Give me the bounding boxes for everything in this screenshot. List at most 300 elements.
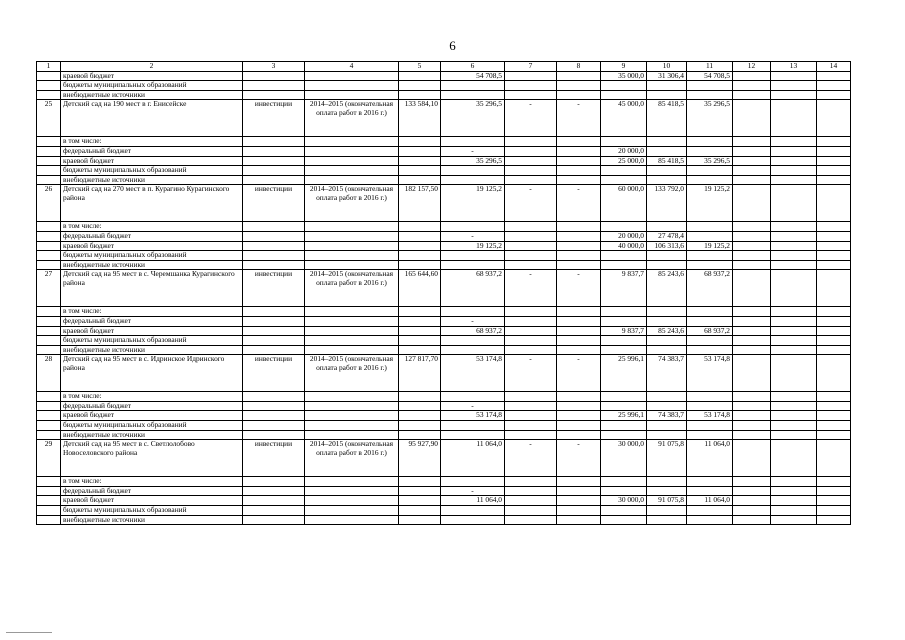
cell-c6: 11 064,0 (441, 440, 505, 477)
cell-c13 (771, 486, 817, 496)
cell-c6 (441, 81, 505, 91)
cell-type (243, 156, 305, 166)
cell-c6: - (441, 316, 505, 326)
cell-c8 (557, 166, 601, 176)
cell-period (305, 411, 399, 421)
table-row (37, 477, 851, 487)
table-body (37, 62, 851, 525)
table-row (37, 411, 851, 421)
table-row (37, 506, 851, 516)
cell-period (305, 421, 399, 431)
cell-type (243, 146, 305, 156)
cell-c14 (817, 175, 851, 185)
table-row (37, 260, 851, 270)
cell-c13 (771, 515, 817, 525)
cell-c14 (817, 355, 851, 392)
cell-c14 (817, 71, 851, 81)
cell-period (305, 336, 399, 346)
column-header: 13 (771, 62, 817, 72)
cell-period (305, 222, 399, 232)
cell-c11: 35 296,5 (687, 156, 733, 166)
cell-c13 (771, 345, 817, 355)
cell-c10 (647, 336, 687, 346)
cell-c7: - (505, 100, 557, 137)
cell-c11 (687, 392, 733, 402)
cell-c10 (647, 90, 687, 100)
cell-c13 (771, 307, 817, 317)
cell-c9: 25 996,1 (601, 411, 647, 421)
cell-c5 (399, 260, 441, 270)
cell-c13 (771, 90, 817, 100)
cell-c13 (771, 137, 817, 147)
cell-c13 (771, 260, 817, 270)
cell-c5: 127 817,70 (399, 355, 441, 392)
cell-c6 (441, 392, 505, 402)
cell-c12 (733, 440, 771, 477)
cell-type (243, 231, 305, 241)
cell-c5 (399, 137, 441, 147)
cell-num (37, 251, 61, 261)
cell-c11: 11 064,0 (687, 496, 733, 506)
column-header: 14 (817, 62, 851, 72)
cell-c8 (557, 81, 601, 91)
cell-c11 (687, 506, 733, 516)
cell-num (37, 401, 61, 411)
cell-c5 (399, 90, 441, 100)
cell-num (37, 231, 61, 241)
cell-c8 (557, 477, 601, 487)
table-row (37, 156, 851, 166)
cell-c7 (505, 336, 557, 346)
cell-c14 (817, 251, 851, 261)
cell-label: бюджеты муниципальных образований (61, 166, 243, 176)
cell-c5 (399, 307, 441, 317)
cell-c10 (647, 166, 687, 176)
cell-c7 (505, 316, 557, 326)
cell-c5 (399, 241, 441, 251)
cell-c8 (557, 421, 601, 431)
cell-c12 (733, 166, 771, 176)
cell-c5 (399, 411, 441, 421)
scan-mark (6, 632, 52, 634)
cell-c8 (557, 175, 601, 185)
cell-num: 26 (37, 185, 61, 222)
cell-num (37, 90, 61, 100)
cell-label: в том числе: (61, 137, 243, 147)
cell-period (305, 401, 399, 411)
cell-c14 (817, 100, 851, 137)
column-header: 3 (243, 62, 305, 72)
cell-c10 (647, 421, 687, 431)
cell-num (37, 316, 61, 326)
cell-type (243, 251, 305, 261)
cell-c10: 133 792,0 (647, 185, 687, 222)
cell-c10: 85 243,6 (647, 326, 687, 336)
cell-c12 (733, 156, 771, 166)
cell-c13 (771, 392, 817, 402)
cell-c11 (687, 90, 733, 100)
cell-c6: 68 937,2 (441, 270, 505, 307)
cell-label: внебюджетные источники (61, 260, 243, 270)
cell-c5: 165 644,60 (399, 270, 441, 307)
cell-c9: 60 000,0 (601, 185, 647, 222)
cell-c8 (557, 392, 601, 402)
cell-c12 (733, 355, 771, 392)
cell-c8 (557, 345, 601, 355)
cell-c11 (687, 307, 733, 317)
cell-c6 (441, 307, 505, 317)
cell-c11: 53 174,8 (687, 355, 733, 392)
cell-num (37, 260, 61, 270)
cell-c12 (733, 421, 771, 431)
cell-num (37, 156, 61, 166)
cell-c9 (601, 515, 647, 525)
cell-period (305, 175, 399, 185)
cell-c8 (557, 260, 601, 270)
cell-type (243, 175, 305, 185)
cell-type (243, 506, 305, 516)
cell-num (37, 241, 61, 251)
cell-c14 (817, 392, 851, 402)
cell-c13 (771, 401, 817, 411)
cell-c5 (399, 222, 441, 232)
cell-type (243, 81, 305, 91)
cell-period (305, 506, 399, 516)
cell-c5 (399, 345, 441, 355)
cell-c14 (817, 222, 851, 232)
cell-c13 (771, 326, 817, 336)
cell-c13 (771, 175, 817, 185)
cell-type (243, 90, 305, 100)
table-row (37, 316, 851, 326)
cell-c10 (647, 430, 687, 440)
cell-c8 (557, 515, 601, 525)
cell-type (243, 137, 305, 147)
cell-c9 (601, 486, 647, 496)
cell-label: внебюджетные источники (61, 345, 243, 355)
cell-type (243, 326, 305, 336)
cell-period (305, 241, 399, 251)
cell-c9: 45 000,0 (601, 100, 647, 137)
cell-c7 (505, 251, 557, 261)
cell-c8 (557, 496, 601, 506)
cell-c8 (557, 90, 601, 100)
cell-num (37, 307, 61, 317)
cell-c13 (771, 411, 817, 421)
cell-c14 (817, 307, 851, 317)
cell-period (305, 166, 399, 176)
cell-period (305, 486, 399, 496)
cell-label: краевой бюджет (61, 496, 243, 506)
table-row (37, 222, 851, 232)
cell-num (37, 336, 61, 346)
cell-c13 (771, 440, 817, 477)
cell-label: федеральный бюджет (61, 486, 243, 496)
cell-c9 (601, 477, 647, 487)
cell-type (243, 486, 305, 496)
cell-c5 (399, 496, 441, 506)
cell-c11 (687, 421, 733, 431)
cell-period (305, 71, 399, 81)
cell-period (305, 81, 399, 91)
cell-c11: 19 125,2 (687, 185, 733, 222)
cell-c12 (733, 430, 771, 440)
cell-c12 (733, 146, 771, 156)
cell-c12 (733, 496, 771, 506)
column-header: 4 (305, 62, 399, 72)
cell-c13 (771, 496, 817, 506)
cell-c7: - (505, 185, 557, 222)
table-row (37, 486, 851, 496)
cell-c6: - (441, 401, 505, 411)
cell-c14 (817, 440, 851, 477)
cell-c14 (817, 401, 851, 411)
cell-c5 (399, 326, 441, 336)
cell-period (305, 392, 399, 402)
cell-c14 (817, 270, 851, 307)
cell-c12 (733, 486, 771, 496)
cell-period (305, 515, 399, 525)
cell-type (243, 345, 305, 355)
cell-type (243, 316, 305, 326)
cell-c8 (557, 251, 601, 261)
cell-type (243, 496, 305, 506)
cell-c13 (771, 100, 817, 137)
cell-type (243, 166, 305, 176)
cell-label: в том числе: (61, 392, 243, 402)
cell-c9 (601, 430, 647, 440)
cell-c11 (687, 231, 733, 241)
cell-c10: 91 075,8 (647, 440, 687, 477)
cell-num (37, 430, 61, 440)
project-row (37, 270, 851, 307)
cell-label: бюджеты муниципальных образований (61, 506, 243, 516)
project-row (37, 100, 851, 137)
cell-c11 (687, 486, 733, 496)
cell-c12 (733, 175, 771, 185)
cell-c6: 53 174,8 (441, 411, 505, 421)
table-row (37, 345, 851, 355)
cell-c6 (441, 430, 505, 440)
cell-c6 (441, 137, 505, 147)
cell-num (37, 71, 61, 81)
cell-c6 (441, 336, 505, 346)
cell-c9: 25 000,0 (601, 156, 647, 166)
cell-c9: 9 837,7 (601, 326, 647, 336)
cell-c13 (771, 81, 817, 91)
cell-c10 (647, 260, 687, 270)
cell-c14 (817, 81, 851, 91)
cell-type (243, 241, 305, 251)
cell-c11: 68 937,2 (687, 326, 733, 336)
cell-c12 (733, 231, 771, 241)
cell-c13 (771, 222, 817, 232)
cell-c8 (557, 411, 601, 421)
cell-num: 27 (37, 270, 61, 307)
cell-c10 (647, 345, 687, 355)
cell-c12 (733, 81, 771, 91)
column-header: 5 (399, 62, 441, 72)
cell-num (37, 166, 61, 176)
cell-c12 (733, 345, 771, 355)
cell-c10: 85 418,5 (647, 100, 687, 137)
cell-c12 (733, 336, 771, 346)
cell-label: внебюджетные источники (61, 430, 243, 440)
cell-type (243, 477, 305, 487)
cell-num (37, 515, 61, 525)
column-header: 8 (557, 62, 601, 72)
cell-c6: 19 125,2 (441, 185, 505, 222)
cell-c12 (733, 477, 771, 487)
cell-label: в том числе: (61, 222, 243, 232)
cell-period (305, 260, 399, 270)
cell-label: в том числе: (61, 307, 243, 317)
cell-c6 (441, 515, 505, 525)
cell-label: федеральный бюджет (61, 231, 243, 241)
cell-type (243, 421, 305, 431)
cell-c6: 11 064,0 (441, 496, 505, 506)
cell-c13 (771, 156, 817, 166)
cell-c11 (687, 430, 733, 440)
cell-c9 (601, 401, 647, 411)
cell-c9 (601, 260, 647, 270)
cell-c10 (647, 175, 687, 185)
cell-label: Детский сад на 95 мест в с. Идринское Идринского района (61, 355, 243, 392)
cell-c13 (771, 146, 817, 156)
cell-c6: 19 125,2 (441, 241, 505, 251)
cell-c7 (505, 496, 557, 506)
cell-c9 (601, 222, 647, 232)
cell-label: федеральный бюджет (61, 316, 243, 326)
cell-c13 (771, 506, 817, 516)
cell-c7 (505, 137, 557, 147)
cell-c6: - (441, 231, 505, 241)
table-row (37, 137, 851, 147)
cell-c8 (557, 156, 601, 166)
cell-type (243, 71, 305, 81)
cell-c10 (647, 146, 687, 156)
cell-c11: 19 125,2 (687, 241, 733, 251)
cell-c7 (505, 411, 557, 421)
cell-period: 2014–2015 (окончательная оплата работ в 2016 г.) (305, 185, 399, 222)
cell-c12 (733, 392, 771, 402)
cell-c9 (601, 166, 647, 176)
cell-c8: - (557, 355, 601, 392)
cell-c14 (817, 90, 851, 100)
cell-label: федеральный бюджет (61, 401, 243, 411)
column-header: 12 (733, 62, 771, 72)
cell-c12 (733, 241, 771, 251)
cell-c13 (771, 430, 817, 440)
table-row (37, 251, 851, 261)
column-header-row (37, 62, 851, 72)
table-row (37, 231, 851, 241)
cell-c7 (505, 260, 557, 270)
cell-c6 (441, 421, 505, 431)
cell-c13 (771, 251, 817, 261)
cell-c12 (733, 100, 771, 137)
cell-c8 (557, 336, 601, 346)
table-row (37, 326, 851, 336)
cell-c10: 27 478,4 (647, 231, 687, 241)
column-header: 11 (687, 62, 733, 72)
cell-c9: 20 000,0 (601, 231, 647, 241)
cell-label: краевой бюджет (61, 326, 243, 336)
table-row (37, 421, 851, 431)
cell-c12 (733, 316, 771, 326)
cell-c6: 35 296,5 (441, 156, 505, 166)
cell-c9: 40 000,0 (601, 241, 647, 251)
table-row (37, 241, 851, 251)
cell-c10 (647, 477, 687, 487)
cell-num (37, 345, 61, 355)
cell-c9 (601, 316, 647, 326)
cell-c14 (817, 166, 851, 176)
cell-c10 (647, 486, 687, 496)
cell-c5 (399, 251, 441, 261)
cell-c12 (733, 185, 771, 222)
cell-c11: 54 708,5 (687, 71, 733, 81)
cell-c14 (817, 336, 851, 346)
cell-period (305, 307, 399, 317)
cell-type (243, 430, 305, 440)
cell-num: 25 (37, 100, 61, 137)
cell-c8 (557, 222, 601, 232)
cell-num (37, 506, 61, 516)
table-row (37, 496, 851, 506)
table-row (37, 175, 851, 185)
cell-c11 (687, 336, 733, 346)
cell-c14 (817, 411, 851, 421)
cell-c7 (505, 506, 557, 516)
cell-c9: 30 000,0 (601, 440, 647, 477)
cell-c11: 35 296,5 (687, 100, 733, 137)
cell-c13 (771, 336, 817, 346)
cell-c9 (601, 345, 647, 355)
cell-c8 (557, 506, 601, 516)
cell-c11 (687, 175, 733, 185)
cell-c14 (817, 146, 851, 156)
cell-c5 (399, 166, 441, 176)
cell-c7 (505, 307, 557, 317)
cell-period: 2014–2015 (окончательная оплата работ в 2016 г.) (305, 440, 399, 477)
cell-c9: 25 996,1 (601, 355, 647, 392)
cell-c6 (441, 506, 505, 516)
cell-type (243, 307, 305, 317)
cell-c7 (505, 515, 557, 525)
cell-c6: 68 937,2 (441, 326, 505, 336)
cell-c8 (557, 231, 601, 241)
cell-c14 (817, 156, 851, 166)
cell-label: бюджеты муниципальных образований (61, 251, 243, 261)
cell-label: в том числе: (61, 477, 243, 487)
cell-c6 (441, 222, 505, 232)
cell-c7 (505, 71, 557, 81)
cell-c6 (441, 90, 505, 100)
cell-c12 (733, 260, 771, 270)
cell-c8 (557, 316, 601, 326)
cell-c5 (399, 392, 441, 402)
cell-c5: 133 584,10 (399, 100, 441, 137)
cell-c5 (399, 421, 441, 431)
cell-c14 (817, 185, 851, 222)
cell-period (305, 137, 399, 147)
cell-label: краевой бюджет (61, 411, 243, 421)
cell-period (305, 326, 399, 336)
cell-type (243, 411, 305, 421)
cell-c12 (733, 401, 771, 411)
cell-c7 (505, 222, 557, 232)
